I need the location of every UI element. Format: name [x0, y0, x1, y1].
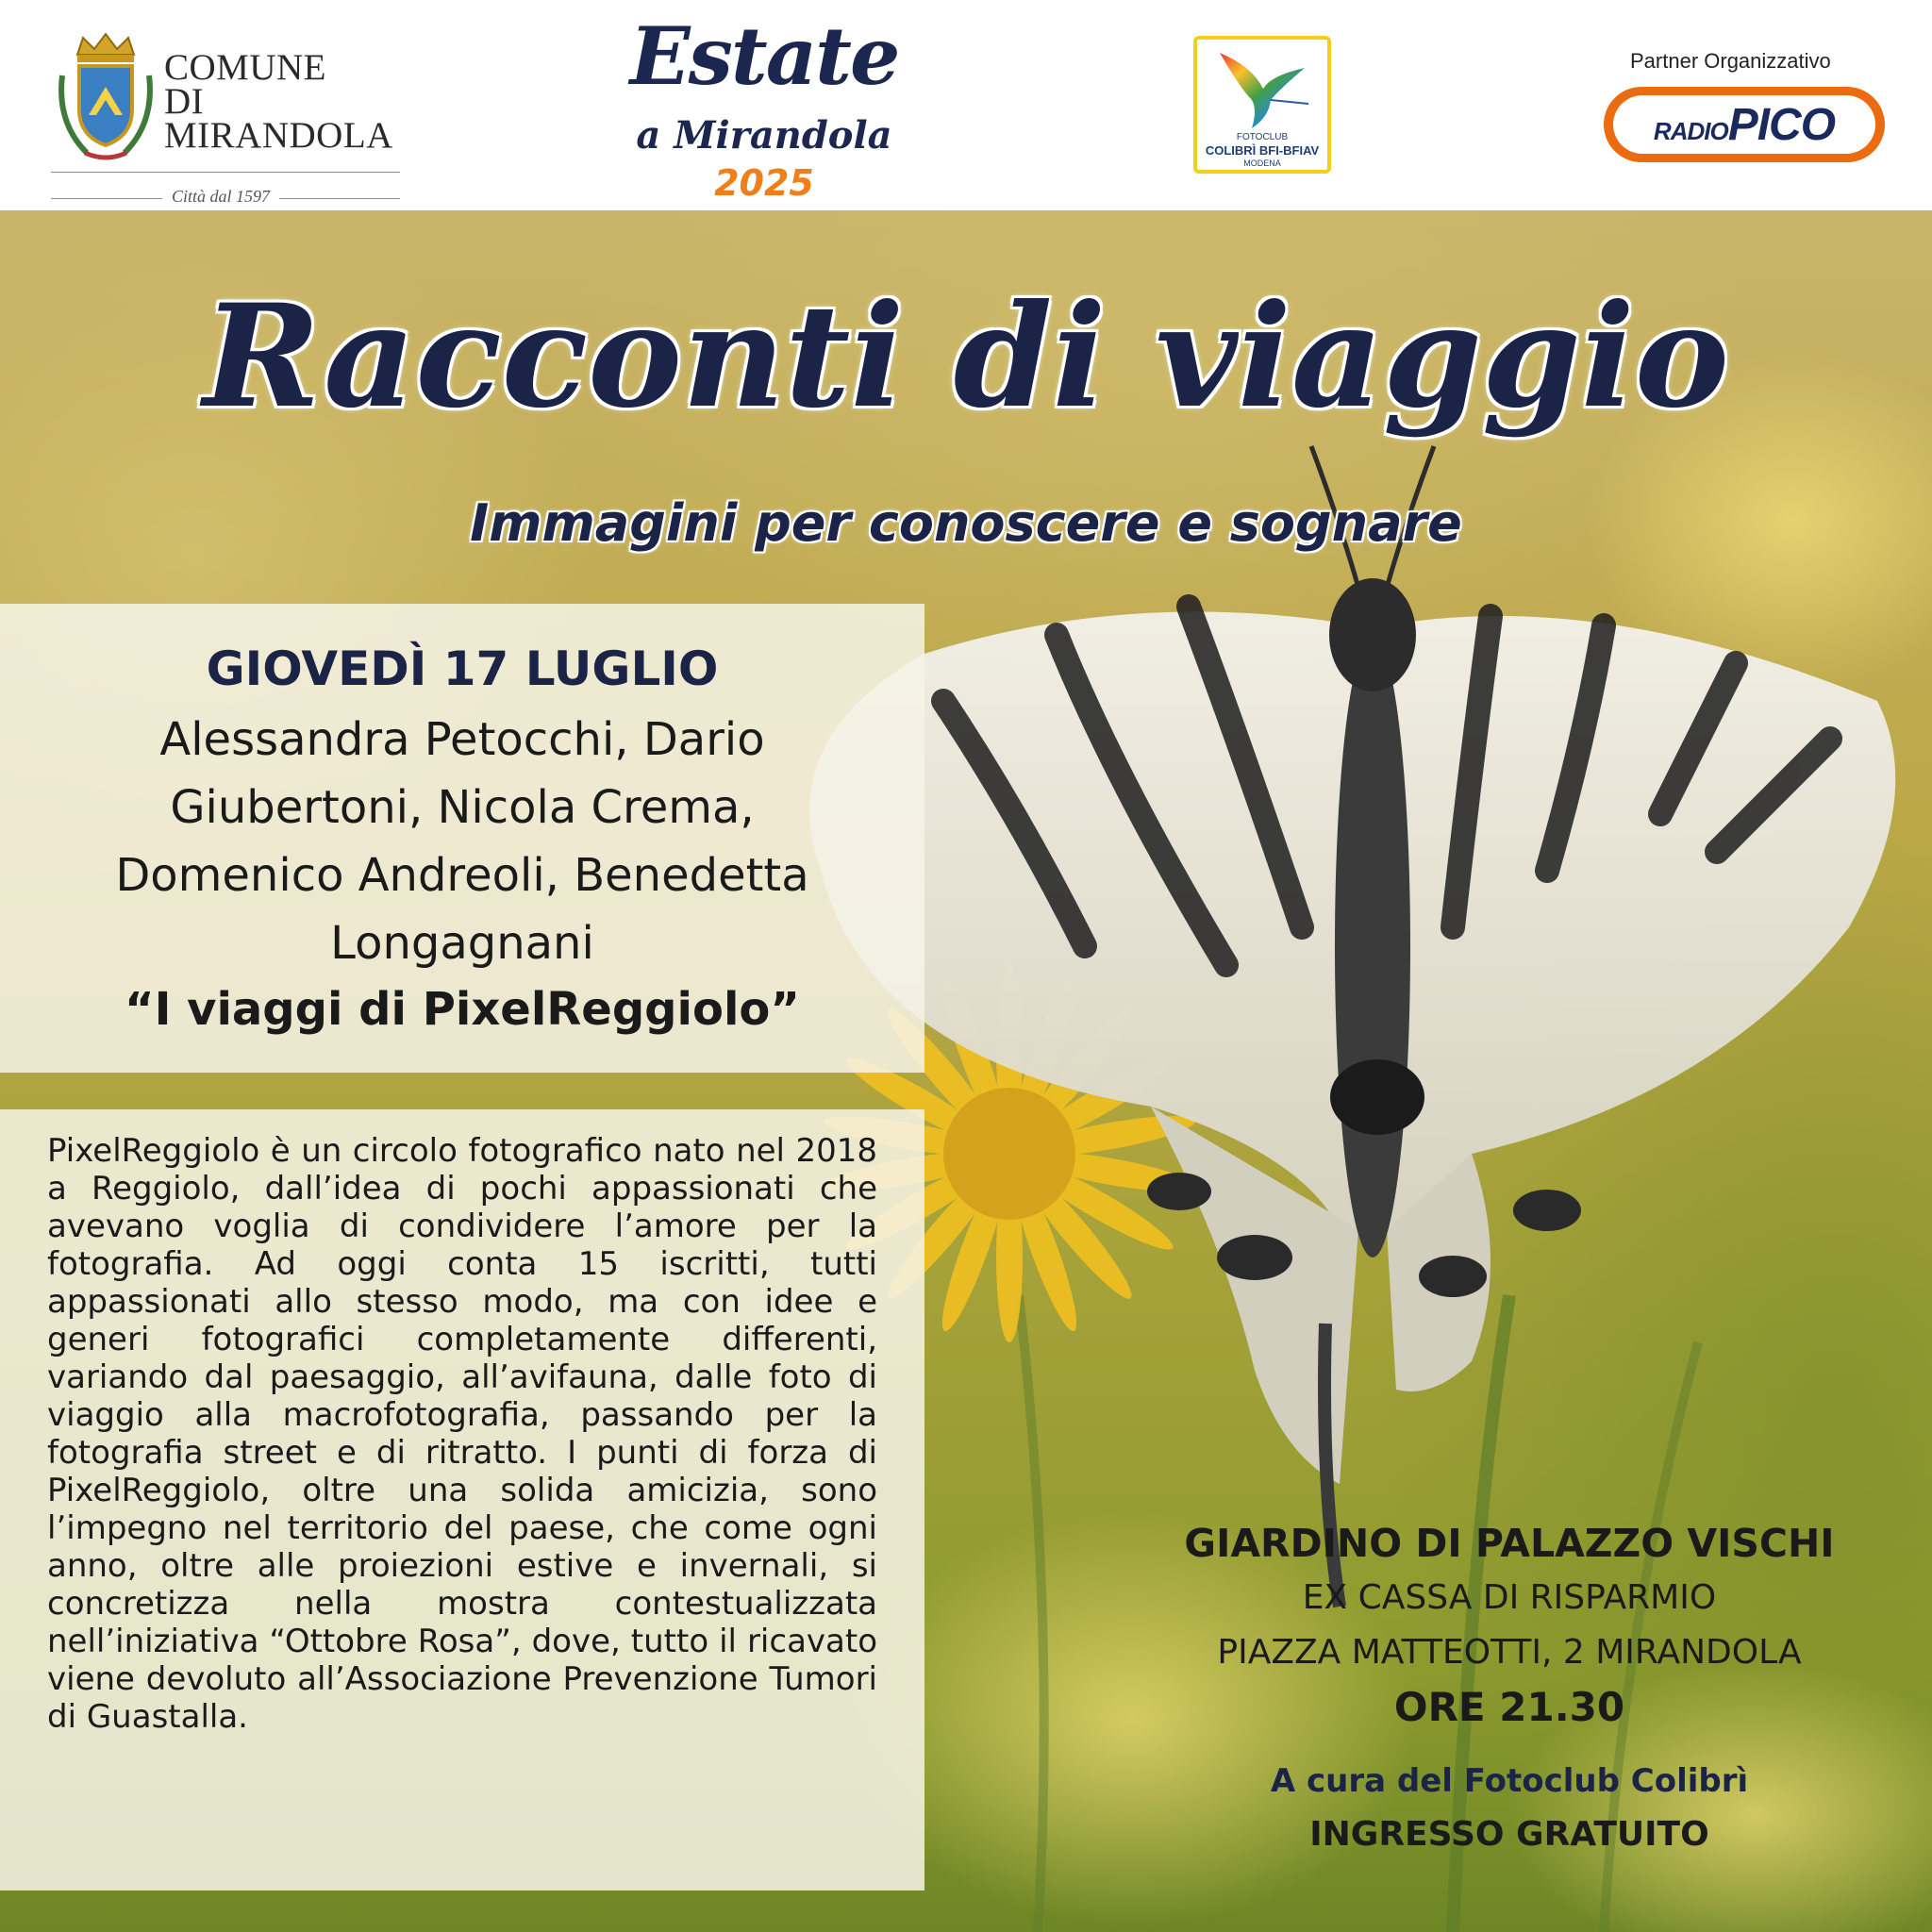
partner-label: Partner Organizzativo [1630, 49, 1831, 73]
comune-crest-icon [49, 28, 162, 170]
colibri-line3: MODENA [1243, 158, 1281, 168]
venue-address: PIAZZA MATTEOTTI, 2 MIRANDOLA [1217, 1633, 1802, 1672]
estate-title: Estate [629, 9, 899, 103]
poster-area [0, 210, 1932, 1932]
radio-pico-logo [1604, 87, 1885, 162]
comune-logo [49, 28, 408, 206]
description-panel [0, 1109, 924, 1890]
venue-line2: EX CASSA DI RISPARMIO [1302, 1578, 1717, 1617]
estate-year: 2025 [714, 162, 814, 204]
event-info-panel [0, 604, 924, 1073]
comune-motto: Città dal 1597 [162, 187, 279, 207]
venue-info [1113, 1515, 1906, 1860]
divider [51, 172, 400, 173]
fotoclub-colibri-logo [1193, 36, 1331, 174]
pico-word: PICO [1727, 100, 1836, 150]
radio-word: RADIO [1653, 117, 1728, 145]
comune-name: COMUNE DI MIRANDOLA [164, 47, 393, 156]
poster-subtitle: Immagini per conoscere e sognare [470, 493, 1462, 553]
estate-logo [594, 11, 934, 209]
radio-pico-wordmark [1613, 99, 1875, 151]
entry-info: INGRESSO GRATUITO [1309, 1815, 1709, 1854]
colibri-line1: FOTOCLUB [1236, 132, 1289, 142]
header-bar [0, 0, 1932, 210]
event-time: ORE 21.30 [1393, 1684, 1625, 1730]
poster-title: Racconti di viaggio [203, 274, 1729, 440]
hummingbird-icon [1214, 47, 1312, 132]
event-talk-title: “I viaggi di PixelReggiolo” [125, 983, 800, 1036]
event-authors: Alessandra Petocchi, Dario Giubertoni, Nicola Crema, Domenico Andreoli, Benedetta Longagnani [115, 713, 809, 970]
description-text: PixelReggiolo è un circolo fotografico nato nel 2018 a Reggiolo, dall’idea di pochi appassionati che avevano voglia di condividere l’amore per la fotografia. Ad oggi conta 15 iscritti, tutti appassionati allo stesso modo, ma con idee e generi fotografici completamente differenti, variando dal paesaggio, all’avifauna, dalle foto di viaggio alla macrofotografia, passando per la fotografia street e di ritratto. I punti di forza di PixelReggiolo, oltre una solida amicizia, sono l’impegno nel territorio del paese, che come ogni anno, oltre alle proiezioni estive e invernali, si concretizza nella mostra contestualizzata nell’iniziativa “Ottobre Rosa”, dove, tutto il ricavato viene devoluto all’Associazione Prevenzione Tumori di Guastalla. [47, 1132, 877, 1736]
colibri-line2: COLIBRÌ BFI-BFIAV [1205, 143, 1320, 158]
radio-pico-badge [1613, 95, 1875, 154]
event-date: GIOVEDÌ 17 LUGLIO [206, 641, 719, 696]
organizer: A cura del Fotoclub Colibrì [1270, 1762, 1749, 1800]
venue-name: GIARDINO DI PALAZZO VISCHI [1184, 1521, 1835, 1566]
estate-subtitle: a Mirandola [636, 113, 892, 158]
